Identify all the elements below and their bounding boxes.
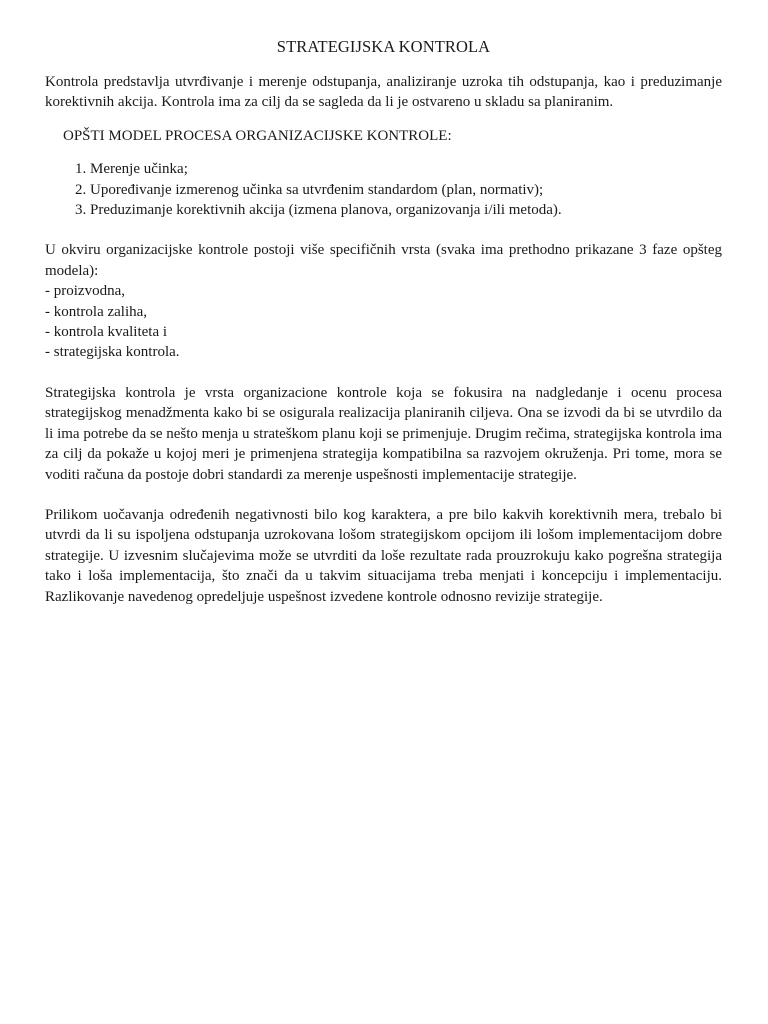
intro-paragraph: Kontrola predstavlja utvrđivanje i merenje odstupanja, analiziranje uzroka tih odstupanja, kao i preduzimanje korektivnih akcija. Kontrola ima za cilj da se sagleda da li je ostvareno u skladu sa planiranim. bbox=[45, 74, 722, 111]
type-item: - kontrola zaliha, bbox=[45, 303, 148, 320]
document-title: STRATEGIJSKA KONTROLA bbox=[276, 37, 491, 56]
spacer bbox=[45, 220, 722, 240]
spacer bbox=[45, 363, 722, 383]
model-heading: OPŠTI MODEL PROCESA ORGANIZACIJSKE KONTROLE: bbox=[63, 127, 452, 144]
model-steps-list bbox=[45, 159, 722, 220]
type-item: - strategijska kontrola. bbox=[45, 344, 180, 361]
list-item: 2. Upoređivanje izmerenog učinka sa utvrđenim standardom (plan, normativ); bbox=[90, 180, 722, 200]
strategic-control-paragraph: Strategijska kontrola je vrsta organizacione kontrole koja se fokusira na nadgledanje i ocenu procesa strategijskog menadžmenta kako bi se osigurala realizacija planiranih ciljeva. Ona se izvodi da bi se utvrdilo da li ima potrebe da se nešto menja u strateškom planu koji se primenjuje. Drugim rečima, strategijska kontrola ima za cilj da pokaže u kojoj meri je primenjena strategija kompatibilna sa razvojem okruženja. Pri tome, mora se voditi računa da postoje dobri standardi za merenje uspešnosti implementacije strategije. bbox=[45, 384, 722, 483]
negative-aspects-paragraph: Prilikom uočavanja određenih negativnosti bilo kog karaktera, a pre bilo kakvih korektivnih mera, trebalo bi utvrdi da li su ispoljena odstupanja uzrokovana lošom strategijskom opcijom ili lošom implementacijom dobre strategije. U izvesnim slučajevima može se utvrditi da loše rezultate rada prouzrokuju kako pogrešna strategija tako i loša implementacija, što znači da u takvim situacijama treba menjati i koncepciju i implementaciju. Razlikovanje navedenog opredeljuje uspešnost izvedene kontrole odnosno revizije strategije. bbox=[45, 506, 722, 605]
list-item: 1. Merenje učinka; bbox=[90, 159, 722, 179]
spacer bbox=[45, 485, 722, 505]
list-item: 3. Preduzimanje korektivnih akcija (izmena planova, organizovanja i/ili metoda). bbox=[90, 200, 722, 220]
type-item: - kontrola kvaliteta i bbox=[45, 324, 168, 341]
document-page bbox=[45, 36, 722, 607]
types-intro-paragraph: U okviru organizacijske kontrole postoji više specifičnih vrsta (svaka ima prethodno prikazane 3 faze opšteg modela): bbox=[45, 242, 722, 279]
type-item: - proizvodna, bbox=[45, 283, 125, 300]
